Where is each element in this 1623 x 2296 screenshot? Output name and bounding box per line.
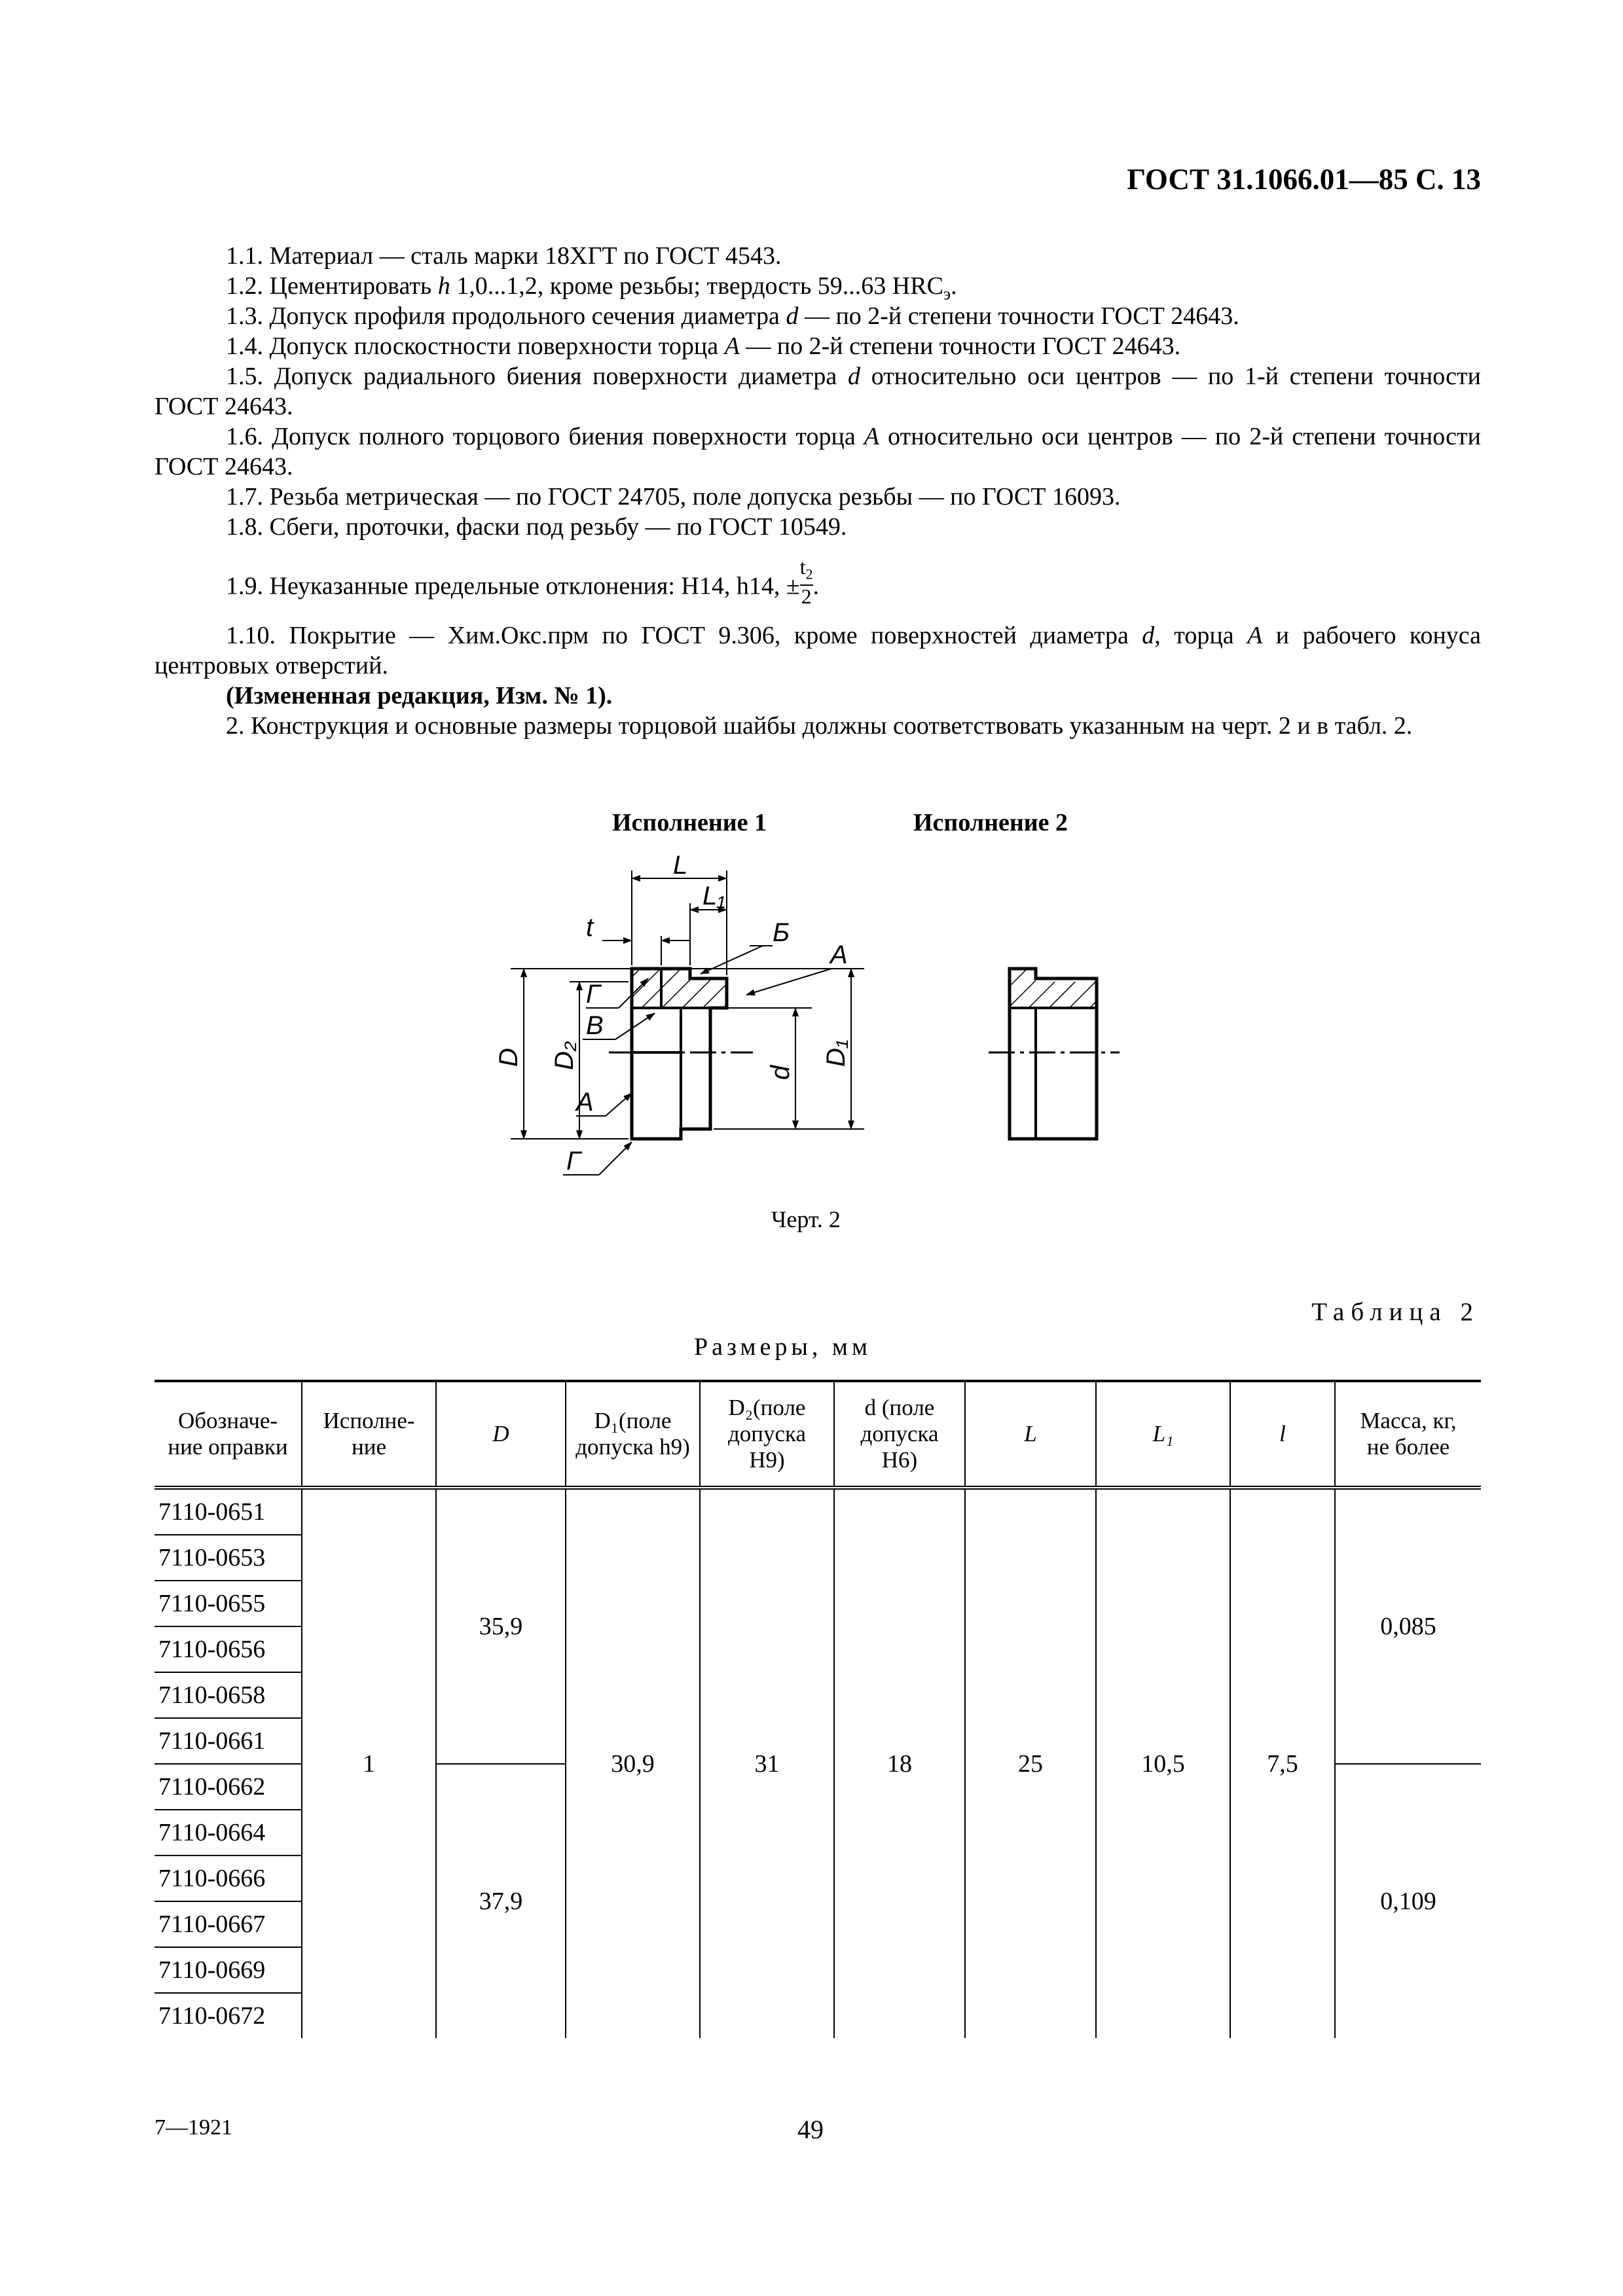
col-header-L: L	[965, 1381, 1096, 1488]
col-header-code: Обозначе- ние оправки	[155, 1381, 302, 1488]
para-1-2: 1.2. Цементировать h 1,0...1,2, кроме резьбы; твердость 59...63 $HRC_э$.	[226, 272, 957, 304]
label-A-top: А	[830, 941, 848, 969]
technical-drawing	[458, 844, 1146, 1211]
label-D2: D₂	[550, 1041, 579, 1070]
label-G-top: Г	[586, 980, 600, 1009]
cell-code: 7110-0656	[155, 1626, 302, 1672]
cell-code: 7110-0667	[155, 1901, 302, 1947]
figure-caption: Черт. 2	[771, 1206, 841, 1232]
variant-2-drawing	[989, 969, 1120, 1139]
cell-D2: 31	[700, 1488, 834, 2038]
col-header-D1: D₁(поле допуска h9)	[566, 1381, 700, 1488]
cell-code: 7110-0664	[155, 1810, 302, 1856]
para-1-7: 1.7. Резьба метрическая — по ГОСТ 24705, поле допуска резьбы — по ГОСТ 16093.	[226, 483, 1121, 511]
table-filler	[155, 2038, 302, 2097]
label-L1: L₁	[702, 882, 725, 910]
page-number: 49	[797, 2115, 824, 2144]
label-A-bottom: А	[576, 1088, 594, 1117]
para-1-4: 1.4. Допуск плоскостности поверхности торца А — по 2-й степени точности ГОСТ 24643.	[226, 332, 1181, 360]
variant-1-drawing	[511, 870, 864, 1175]
para-1-10: 1.10. Покрытие — Хим.Окс.прм по ГОСТ 9.306, кроме поверхностей диаметра d, торца А и рабочего конуса центровых отверстий.	[155, 622, 1481, 679]
cell-code: 7110-0666	[155, 1856, 302, 1901]
col-header-D2: D₂(поле допуска Н9)	[700, 1381, 834, 1488]
col-header-variant: Исполне- ние	[302, 1381, 436, 1488]
cell-L1: 10,5	[1096, 1488, 1230, 2038]
label-t: t	[586, 913, 594, 942]
cell-code: 7110-0661	[155, 1718, 302, 1764]
para-1-6: 1.6. Допуск полного торцового биения поверхности торца А относительно оси центров — по 2-й степени точности ГОСТ 24643.	[155, 423, 1481, 480]
para-1-1: 1.1. Материал — сталь марки 18ХГТ по ГОСТ 4543.	[226, 242, 782, 270]
cell-d: 18	[834, 1488, 965, 2038]
cell-code: 7110-0672	[155, 1993, 302, 2038]
para-1-9: 1.9. Неуказанные предельные отклонения: Н14, h14, ± $\frac{t_2}{2}$ .	[226, 555, 820, 609]
label-V: В	[586, 1011, 604, 1040]
revision-note: (Измененная редакция, Изм. № 1).	[226, 682, 613, 709]
label-L: L	[673, 851, 688, 880]
col-header-mass: Масса, кг, не более	[1335, 1381, 1481, 1488]
cell-L: 25	[965, 1488, 1096, 2038]
cell-code: 7110-0653	[155, 1535, 302, 1581]
cell-D1: 30,9	[566, 1488, 700, 2038]
label-G-bottom: Г	[566, 1147, 581, 1175]
cell-variant: 1	[302, 1488, 436, 2038]
label-D1: D₁	[822, 1039, 850, 1067]
para-1-5: 1.5. Допуск радиального биения поверхности диаметра d относительно оси центров — по 1-й степени точности ГОСТ 24643.	[155, 363, 1481, 420]
cell-mass-group-2: 0,109	[1335, 1764, 1481, 2038]
col-header-l: l	[1230, 1381, 1335, 1488]
para-1-3: 1.3. Допуск профиля продольного сечения диаметра d — по 2-й степени точности ГОСТ 24643.	[226, 302, 1239, 330]
cell-l: 7,5	[1230, 1488, 1335, 2038]
para-2: 2. Конструкция и основные размеры торцовой шайбы должны соответствовать указанным на черт. 2 и в табл. 2.	[226, 712, 1413, 740]
cell-code: 7110-0658	[155, 1672, 302, 1718]
figure-title-variant-1: Исполнение 1	[612, 809, 767, 836]
cell-mass-group-1: 0,085	[1335, 1488, 1481, 1764]
cell-D-group-1: 35,9	[436, 1488, 566, 1764]
table-header-row	[155, 1381, 1481, 1488]
para-1-8: 1.8. Сбеги, проточки, фаски под резьбу — по ГОСТ 10549.	[226, 513, 847, 541]
col-header-d: d (поле допуска Н6)	[834, 1381, 965, 1488]
table-2	[155, 1380, 1481, 2097]
figure-title-variant-2: Исполнение 2	[913, 809, 1068, 836]
page-header: ГОСТ 31.1066.01—85 С. 13	[1127, 163, 1481, 196]
cell-code: 7110-0662	[155, 1764, 302, 1810]
cell-code: 7110-0655	[155, 1581, 302, 1626]
label-D: D	[494, 1048, 523, 1067]
cell-D-group-2: 37,9	[436, 1764, 566, 2038]
footer-code: 7—1921	[155, 2115, 232, 2140]
col-header-D: D	[436, 1381, 566, 1488]
col-header-L1: L₁	[1096, 1381, 1230, 1488]
cell-code: 7110-0651	[155, 1488, 302, 1535]
label-B-cyr: Б	[773, 918, 790, 947]
cell-code: 7110-0669	[155, 1947, 302, 1993]
table-label: Таблица 2	[1311, 1298, 1480, 1326]
table-row	[155, 1488, 1481, 1535]
label-d: d	[766, 1065, 795, 1080]
table-row	[155, 2038, 1481, 2097]
table-units: Размеры, мм	[694, 1333, 872, 1361]
